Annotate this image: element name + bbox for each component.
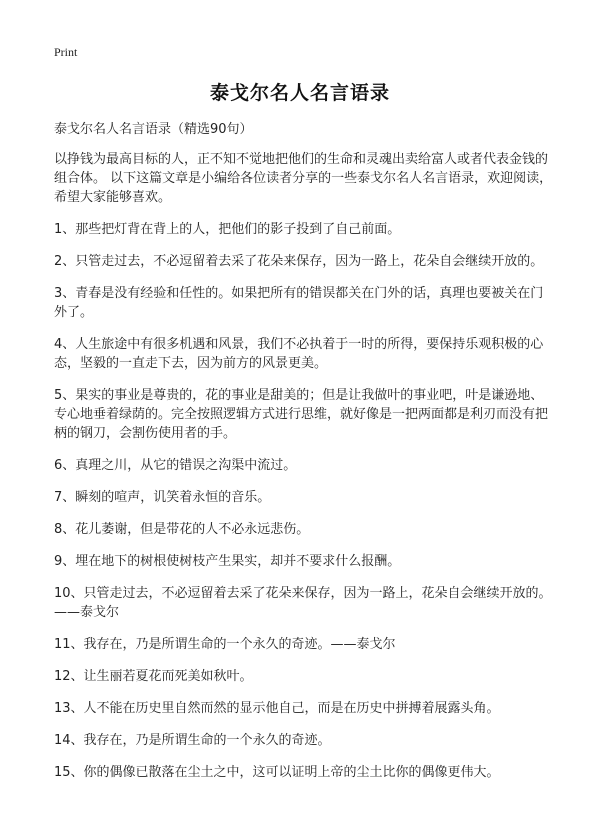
quote-item: 12、让生丽若夏花而死美如秋叶。 [54,669,253,684]
quote-item: 7、瞬刻的喧声，讥笑着永恒的音乐。 [54,490,271,505]
intro-paragraph: 以挣钱为最高目标的人，正不知不觉地把他们的生命和灵魂出卖给富人或者代表金钱的组合体。 以下这篇文章是小编给各位读者分享的一些泰戈尔名人名言语录，欢迎阅读，希望大家能够喜欢。 [54,152,553,205]
quote-item: 3、青春是没有经验和任性的。如果把所有的错误都关在门外的话，真理也要被关在门外了。 [54,286,544,320]
quote-item: 10、只管走过去，不必逗留着去采了花朵来保存，因为一路上，花朵自会继续开放的。——泰戈尔 [54,586,552,620]
quote-item: 4、人生旅途中有很多机遇和风景，我们不必执着于一时的所得，要保持乐观积极的心态，坚毅的一直走下去，因为前方的风景更美。 [54,337,544,371]
quote-item: 14、我存在，乃是所谓生命的一个永久的奇迹。 [54,733,331,748]
quote-item: 1、那些把灯背在背上的人，把他们的影子投到了自己前面。 [54,222,401,237]
quote-item: 5、果实的事业是尊贵的，花的事业是甜美的；但是让我做叶的事业吧，叶是谦逊地、专心地垂着绿荫的。完全按照逻辑方式进行思维，就好像是一把两面都是利刃而没有把柄的钢刀，会割伤使用者的手。 [54,388,549,441]
quote-item: 2、只管走过去，不必逗留着去采了花朵来保存，因为一路上，花朵自会继续开放的。 [54,254,544,269]
print-link[interactable]: Print [54,45,78,59]
quote-item: 15、你的偶像已散落在尘土之中，这可以证明上帝的尘土比你的偶像更伟大。 [54,765,500,780]
quote-item: 11、我存在，乃是所谓生命的一个永久的奇迹。——泰戈尔 [54,637,396,652]
quote-item: 6、真理之川，从它的错误之沟渠中流过。 [54,458,297,473]
quote-item: 8、花儿萎谢，但是带花的人不必永远悲伤。 [54,522,310,537]
article-body [54,150,554,795]
page-subtitle: 泰戈尔名人名言语录（精选90句） [54,122,253,137]
quote-item: 9、埋在地下的树根使树枝产生果实，却并不要求什么报酬。 [54,554,401,569]
quote-item: 13、人不能在历史里自然而然的显示他自己，而是在历史中拼搏着展露头角。 [54,701,500,716]
page-title: 泰戈尔名人名言语录 [209,82,390,104]
